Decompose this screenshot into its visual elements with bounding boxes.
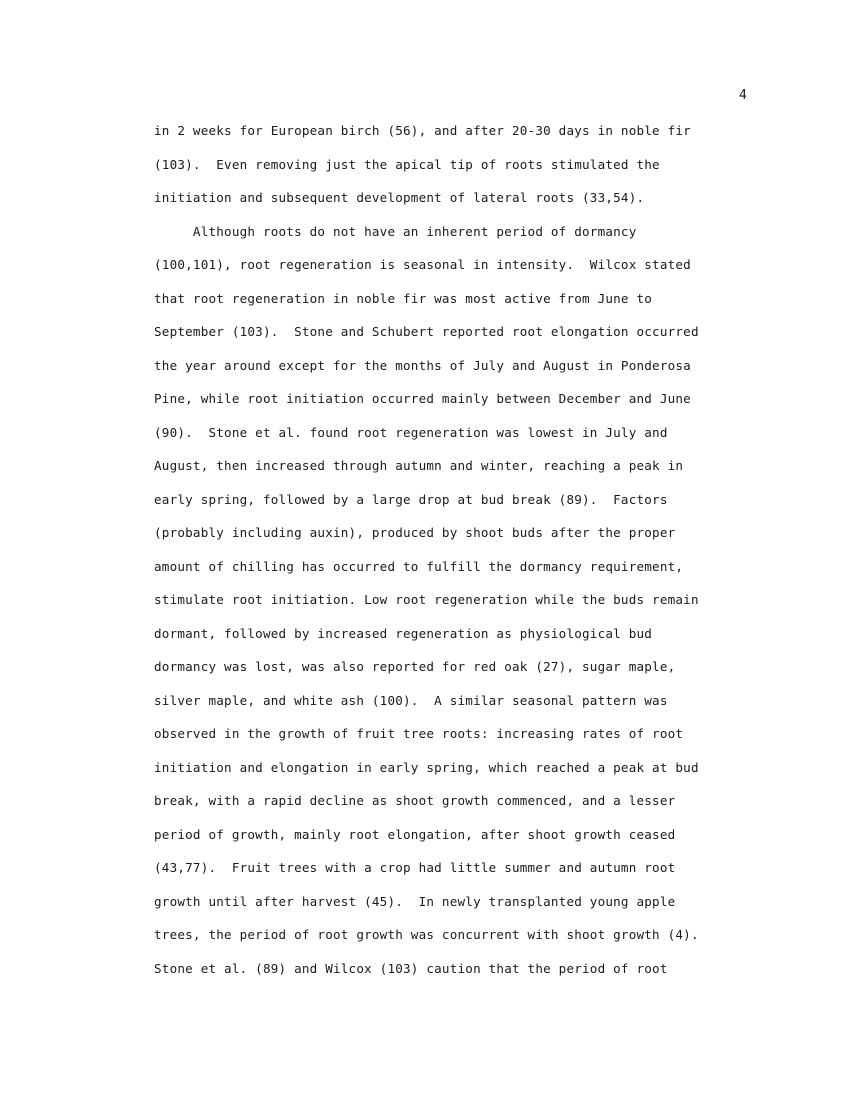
text-line: that root regeneration in noble fir was most active from June to	[154, 290, 653, 306]
text-line: (103). Even removing just the apical tip of roots stimulated the	[154, 156, 660, 172]
text-line: amount of chilling has occurred to fulfill the dormancy requirement,	[154, 558, 684, 574]
page-number: 4	[739, 88, 747, 103]
text-line: August, then increased through autumn and winter, reaching a peak in	[154, 458, 684, 473]
text-line: observed in the growth of fruit tree roots: increasing rates of root	[154, 726, 684, 741]
text-line: Although roots do not have an inherent period of dormancy	[154, 223, 637, 239]
text-line: break, with a rapid decline as shoot growth commenced, and a lesser	[154, 793, 676, 808]
text-line: early spring, followed by a large drop at bud break (89). Factors	[154, 491, 668, 507]
body-text	[154, 120, 754, 991]
text-line: Stone et al. (89) and Wilcox (103) caution that the period of root	[154, 960, 668, 976]
text-line: stimulate root initiation. Low root regeneration while the buds remain	[154, 592, 699, 607]
text-line: dormant, followed by increased regeneration as physiological bud	[154, 625, 653, 641]
text-line: (90). Stone et al. found root regeneration was lowest in July and	[154, 424, 668, 440]
text-line: period of growth, mainly root elongation, after shoot growth ceased	[154, 826, 676, 842]
text-line: the year around except for the months of July and August in Ponderosa	[154, 357, 691, 373]
text-line: September (103). Stone and Schubert reported root elongation occurred	[154, 324, 699, 339]
text-line: in 2 weeks for European birch (56), and after 20-30 days in noble fir	[154, 123, 691, 138]
text-line: dormancy was lost, was also reported for red oak (27), sugar maple,	[154, 659, 676, 674]
text-line: silver maple, and white ash (100). A similar seasonal pattern was	[154, 692, 668, 708]
text-line: (43,77). Fruit trees with a crop had little summer and autumn root	[154, 860, 676, 875]
text-line: Pine, while root initiation occurred mainly between December and June	[154, 391, 691, 406]
text-line: (probably including auxin), produced by shoot buds after the proper	[154, 525, 676, 540]
text-line: initiation and subsequent development of lateral roots (33,54).	[154, 190, 645, 205]
text-line: initiation and elongation in early spring, which reached a peak at bud	[154, 759, 699, 775]
text-line: (100,101), root regeneration is seasonal in intensity. Wilcox stated	[154, 257, 691, 272]
text-line: trees, the period of root growth was concurrent with shoot growth (4).	[154, 927, 699, 942]
text-line: growth until after harvest (45). In newly transplanted young apple	[154, 893, 676, 909]
